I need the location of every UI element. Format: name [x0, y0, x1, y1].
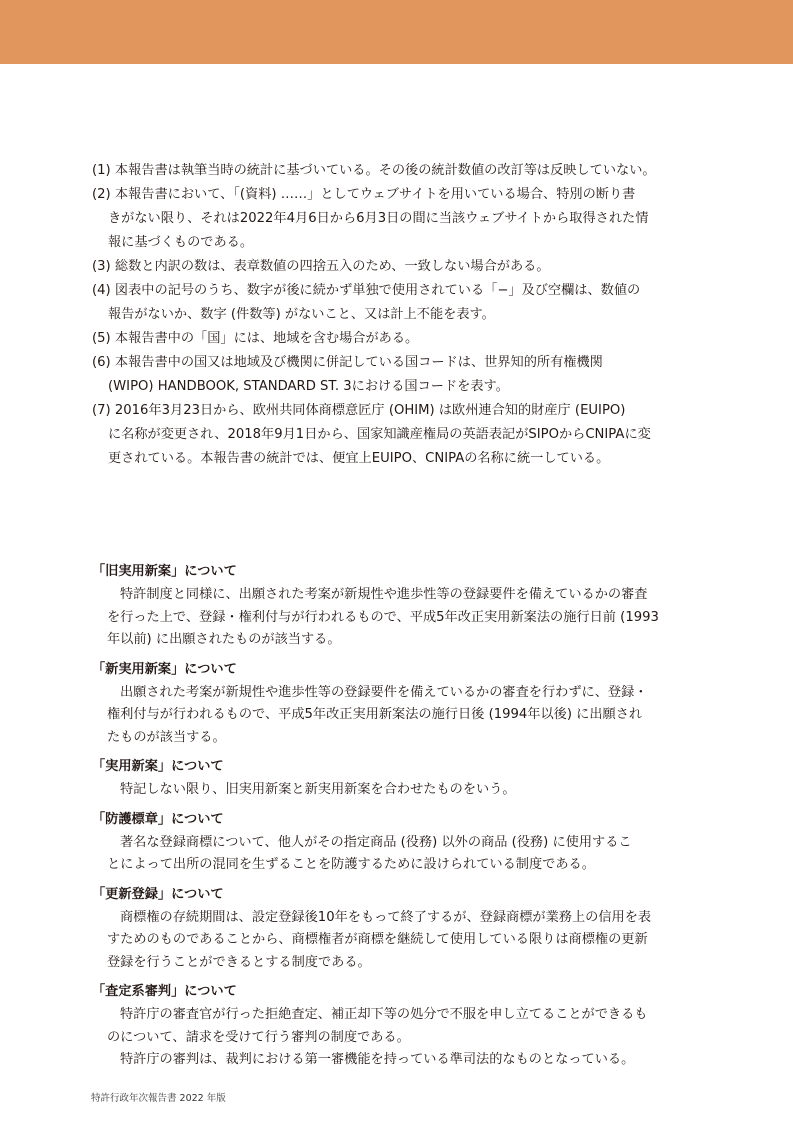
note-number: (7) [92, 403, 111, 418]
note-text: 報に基づくものである。 [108, 235, 254, 250]
note-text: 更されている。本報告書の統計では、便宜上EUIPO、CNIPAの名称に統一している。 [108, 451, 610, 466]
definition-block [92, 755, 704, 802]
definition-paragraph [92, 682, 704, 750]
note-text: 総数と内訳の数は、表章数値の四捨五入のため、一致しない場合がある。 [114, 259, 550, 274]
note-item [92, 279, 704, 327]
note-line [92, 447, 704, 471]
note-line [92, 327, 704, 351]
definition-title: 「新実用新案」について [92, 661, 237, 677]
header-band [0, 0, 793, 64]
definition-title: 「防護標章」について [92, 811, 224, 827]
note-text: 本報告書中の国又は地域及び機関に併記している国コードは、世界知的所有権機関 [114, 355, 603, 370]
note-text: 本報告書において、「(資料) ……」としてウェブサイトを用いている場合、特別の断り書 [114, 187, 636, 202]
note-line [92, 351, 704, 375]
definition-title: 「査定系審判」について [92, 984, 237, 999]
note-item [92, 183, 704, 255]
definition-line: すためのものであることから、商標権者が商標を継続して使用している限りは商標権の更新 [107, 932, 648, 947]
note-line [92, 183, 704, 207]
note-text: きがない限り、それは2022年4月6日から6月3日の間に当該ウェブサイトから取得された情 [108, 211, 649, 226]
definition-block [92, 808, 704, 877]
note-text: に名称が変更され、2018年9月1日から、国家知識産権局の英語表記がSIPOからCNIPAに変 [108, 427, 651, 442]
note-line [92, 399, 704, 423]
definition-block [92, 980, 704, 1072]
definition-block [92, 560, 704, 652]
definition-line: 登録を行うことができるとする制度である。 [107, 954, 371, 970]
definition-line: 権利付与が行われるもので、平成5年改正実用新案法の施行日後 (1994年以後) に出願され [107, 707, 643, 722]
note-item [92, 159, 704, 183]
note-item [92, 351, 704, 399]
footer-text: 特許行政年次報告書 2022 年版 [91, 1093, 226, 1104]
definition-paragraph [92, 907, 704, 975]
note-line [92, 279, 704, 303]
note-line [92, 159, 704, 183]
note-line [92, 423, 704, 447]
note-item [92, 255, 704, 279]
note-line [92, 303, 704, 327]
definition-line: 特許庁の審判は、裁判における第一審機能を持っている準司法的なものとなっている。 [120, 1052, 635, 1067]
note-line [92, 375, 704, 399]
note-number: (6) [92, 355, 111, 370]
definition-line: を行った上で、登録・権利付与が行われるもので、平成5年改正実用新案法の施行日前 (1993 [107, 609, 659, 625]
note-text: 報告がないか、数字 (件数等) がないこと、又は計上不能を表す。 [108, 307, 495, 322]
definition-line: 特許庁の審査官が行った拒絶査定、補正却下等の処分で不服を申し立てることができるも [120, 1007, 648, 1022]
note-text: (WIPO) HANDBOOK, STANDARD ST. 3における国コードを表す。 [108, 379, 509, 394]
note-number: (1) [92, 163, 111, 178]
notes-list [92, 159, 704, 471]
note-item [92, 399, 704, 471]
note-number: (3) [92, 259, 111, 274]
definition-line: 著名な登録商標について、他人がその指定商品 (役務) 以外の商品 (役務) に使用するこ [120, 834, 632, 850]
definition-line: たものが該当する。 [107, 729, 226, 745]
definition-paragraph [92, 832, 704, 877]
note-text: 2016年3月23日から、欧州共同体商標意匠庁 (OHIM) は欧州連合知的財産庁 (EUIPO) [114, 403, 626, 418]
definition-line: のについて、請求を受けて行う審判の制度である。 [107, 1029, 410, 1045]
definition-line: 特許制度と同様に、出願された考案が新規性や進歩性等の登録要件を備えているかの審査 [120, 587, 648, 602]
note-number: (4) [92, 283, 111, 298]
note-text: 本報告書は執筆当時の統計に基づいている。その後の統計数値の改訂等は反映していない。 [114, 163, 656, 178]
definition-block [92, 658, 704, 750]
definition-paragraph [92, 1004, 704, 1049]
definition-block [92, 883, 704, 975]
definition-line: 出願された考案が新規性や進歩性等の登録要件を備えているかの審査を行わずに、登録・ [120, 684, 648, 700]
definition-line: 特記しない限り、旧実用新案と新実用新案を合わせたものをいう。 [120, 782, 516, 797]
note-text: 本報告書中の「国」には、地域を含む場合がある。 [114, 331, 419, 346]
definition-title: 「実用新案」について [92, 759, 224, 774]
definitions-section [92, 560, 704, 1078]
note-number: (2) [92, 187, 111, 202]
definition-title: 「更新登録」について [92, 886, 224, 902]
definition-title: 「旧実用新案」について [92, 564, 237, 579]
note-text: 図表中の記号のうち、数字が後に続かず単独で使用されている「−」及び空欄は、数値の [114, 283, 641, 298]
note-line [92, 255, 704, 279]
note-line [92, 207, 704, 231]
definition-paragraph [92, 1049, 704, 1072]
note-item [92, 327, 704, 351]
note-number: (5) [92, 331, 111, 346]
definition-line: とによって出所の混同を生ずることを防護するために設けられている制度である。 [107, 857, 595, 872]
definition-paragraph [92, 584, 704, 652]
note-line [92, 231, 704, 255]
definition-line: 商標権の存続期間は、設定登録後10年をもって終了するが、登録商標が業務上の信用を表 [120, 909, 652, 925]
definition-paragraph [92, 779, 704, 802]
definition-line: 年以前) に出願されたものが該当する。 [107, 632, 341, 647]
